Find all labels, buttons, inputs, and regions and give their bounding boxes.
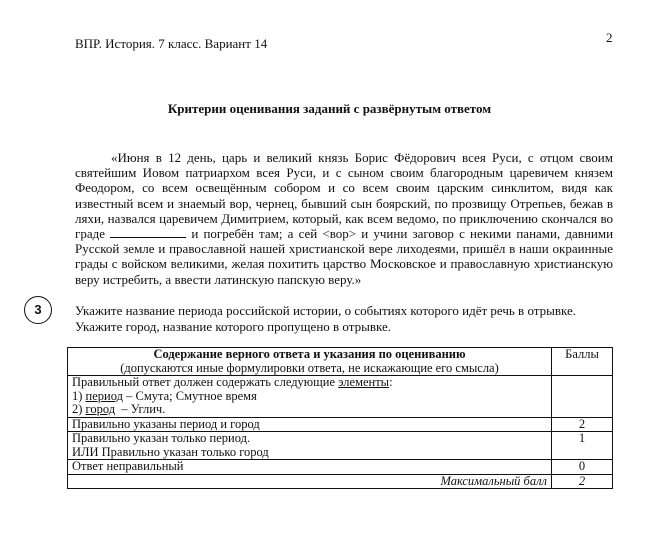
header-score-cell: Баллы	[552, 348, 613, 376]
criterion-score: 2	[552, 417, 613, 432]
answer-item-2: 2) город – Углич.	[72, 402, 166, 416]
criterion-text: Правильно указаны период и город	[68, 417, 552, 432]
criterion-text: Правильно указан только период. ИЛИ Правильно указан только город	[68, 432, 552, 460]
task-line-1: Укажите название периода российской истории, о событиях которого идёт речь в отрывке.	[75, 303, 576, 318]
task-line-2: Укажите город, название которого пропущено в отрывке.	[75, 318, 391, 334]
task-prompt	[75, 303, 615, 334]
missing-city-blank	[110, 227, 186, 238]
header-sub: (допускаются иные формулировки ответа, не искажающие его смысла)	[120, 360, 499, 375]
answer-item-1: 1) период – Смута; Смутное время	[72, 388, 257, 403]
answer-score-cell	[552, 376, 613, 418]
table-header-row	[68, 348, 613, 376]
header-content-cell	[68, 348, 552, 376]
document-header: ВПР. История. 7 класс. Вариант 14	[75, 36, 268, 51]
criteria-table	[67, 347, 613, 489]
table-row-max	[68, 474, 613, 489]
section-title: Критерии оценивания заданий с развёрнутым ответом	[167, 101, 492, 116]
answer-intro: Правильный ответ должен содержать следующие элементы:	[72, 375, 393, 389]
criterion-text: Ответ неправильный	[68, 460, 552, 475]
max-score-label: Максимальный балл	[68, 474, 552, 489]
criterion-score: 0	[552, 460, 613, 475]
answer-elements-cell	[68, 376, 552, 418]
table-row-answer	[68, 376, 613, 418]
table-row	[68, 417, 613, 432]
excerpt-part-2: и погребён там; а сей <вор> и учини заговор с некими панами, давними Русской земле и православной нашей христианской вере лиходеями, пришёл в наши окраинные грады с войском великими, желая похитить царство Московское и православную христианскую веру истребить, а ввести латинскую папскую веру.»	[75, 226, 614, 287]
table-row	[68, 432, 613, 460]
excerpt-part-1: «Июня в 12 день, царь и великий князь Борис Фёдорович всея Руси, с отцом своим святейшим Иовом патриархом всея Руси, и с сыном своим благородным царевичем князем Феодором, со всем освещённым собором и со всем своим царским синклитом, видя как известный всем и знаемый вор, чернец, бывший сын боярский, по прозвищу Отрепьев, бежав в ляхи, назвался царевичем Димитрием, который, как всем ведомо, по приключению скончался во граде	[75, 150, 613, 242]
page-number: 2	[606, 30, 613, 45]
max-score-value: 2	[552, 474, 613, 489]
criterion-score: 1	[552, 432, 613, 460]
table-row	[68, 460, 613, 475]
header-main: Содержание верного ответа и указания по оцениванию	[153, 347, 466, 361]
task-number-badge: 3	[24, 296, 52, 324]
answer-intro-link: элементы	[338, 375, 390, 389]
source-excerpt	[75, 150, 613, 287]
